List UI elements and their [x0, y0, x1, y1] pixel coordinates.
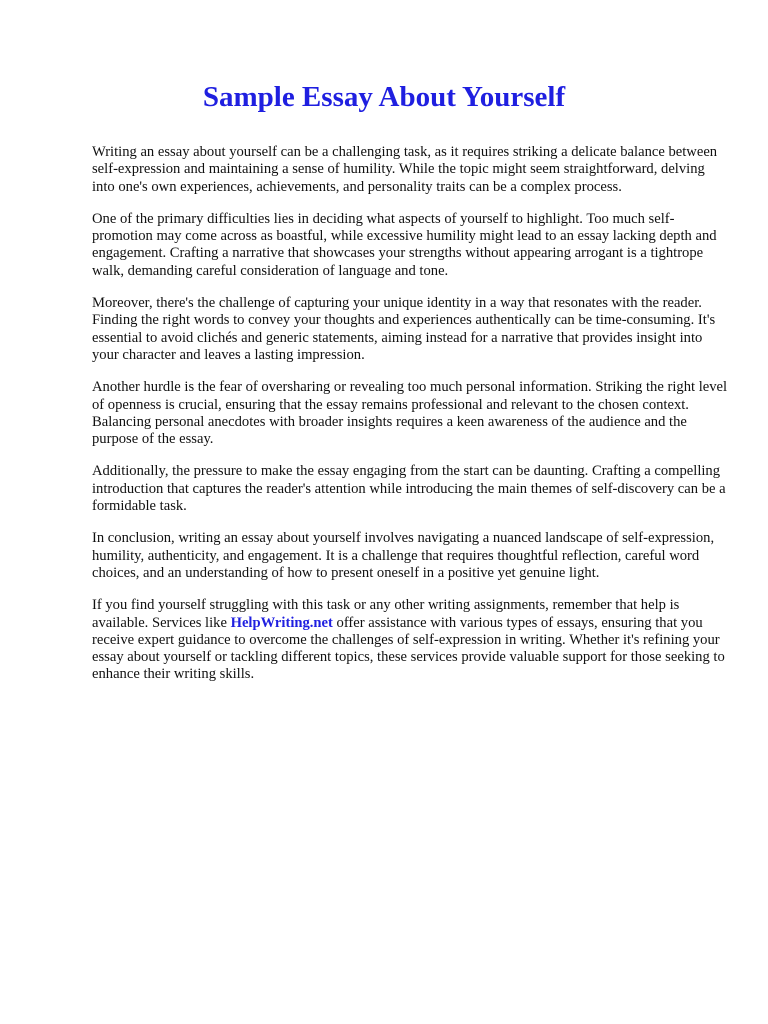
- paragraph-2: One of the primary difficulties lies in deciding what aspects of yourself to highlight. Too much self-promotion may come across as boastful, while excessive humility might lead to an essay lacking depth and engagement. Crafting a narrative that showcases your strengths without appearing arrogant is a tightrope walk, demanding careful consideration of language and tone.: [92, 210, 717, 279]
- paragraph-5: Additionally, the pressure to make the essay engaging from the start can be daunting. Crafting a compelling introduction that captures the reader's attention while introducing the main themes of self-discovery can be a formidable task.: [92, 463, 726, 515]
- paragraph-6: In conclusion, writing an essay about yourself involves navigating a nuanced landscape of self-expression, humility, authenticity, and engagement. It is a challenge that requires thoughtful reflection, careful word choices, and an understanding of how to present oneself in a positive yet genuine light.: [92, 530, 715, 581]
- helpwriting-link[interactable]: HelpWriting.net: [230, 614, 333, 631]
- paragraph-7-text-before: If you find yourself struggling with this task or any other writing assignments, remember that help is available. Services like: [92, 597, 680, 631]
- paragraph-4: Another hurdle is the fear of oversharing or revealing too much personal information. Striking the right level of openness is crucial, ensuring that the essay remains professional and relevant to the chosen context. Balancing personal anecdotes with broader insights requires a keen awareness of the audience and the purpose of the essay.: [92, 379, 728, 448]
- document-body: [92, 144, 728, 699]
- document-title: Sample Essay About Yourself: [202, 81, 566, 113]
- paragraph-7-text-after: offer assistance with various types of essays, ensuring that you receive expert guidance to overcome the challenges of self-expression in writing. Whether it's refining your essay about yourself or tackling different topics, these services provide valuable support for those seeking to enhance their writing skills.: [92, 614, 725, 683]
- paragraph-3: Moreover, there's the challenge of capturing your unique identity in a way that resonates with the reader. Finding the right words to convey your thoughts and experiences authentically can be time-consuming. It's essential to avoid clichés and generic statements, aiming instead for a narrative that provides insight into your character and leaves a lasting impression.: [92, 295, 716, 363]
- paragraph-7: [92, 597, 728, 683]
- paragraph-1: Writing an essay about yourself can be a challenging task, as it requires striking a delicate balance between self-expression and maintaining a sense of humility. While the topic might seem straightforward, delving into one's own experiences, achievements, and personality traits can be a complex process.: [92, 144, 718, 195]
